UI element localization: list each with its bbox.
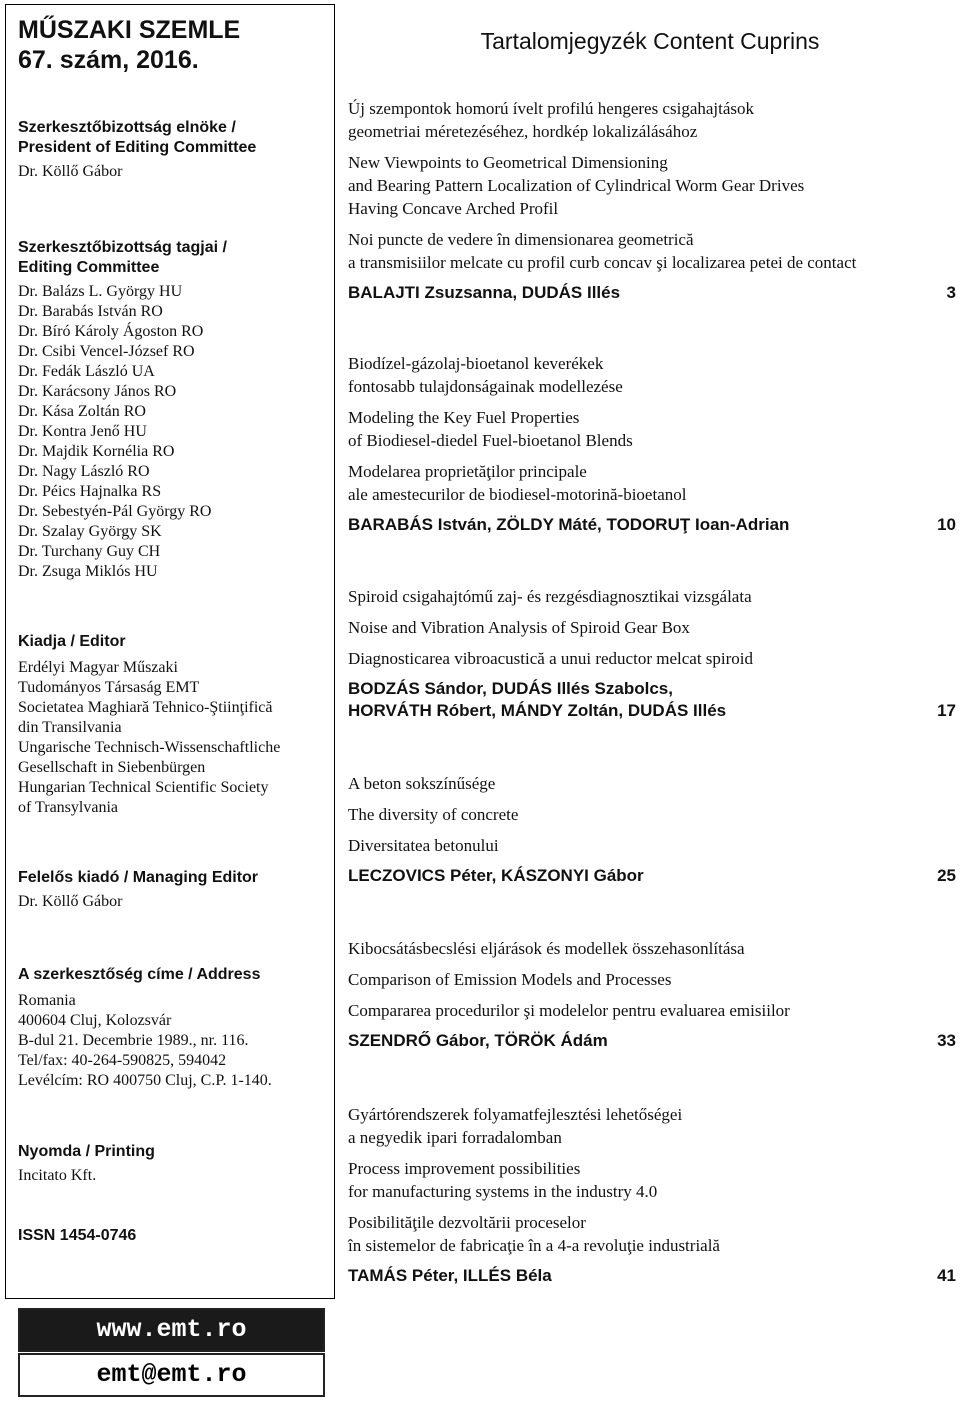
committee-member: Dr. Nagy László RO xyxy=(18,463,150,480)
authors-line: HORVÁTH Róbert, MÁNDY Zoltán, DUDÁS Illés xyxy=(348,701,727,720)
title-ro-line: în sistemelor de fabricaţie în a 4-a revoluţie industrială xyxy=(348,1236,720,1255)
title-ro-line: Posibilităţile dezvoltării proceselor xyxy=(348,1213,586,1232)
printing-name: Incitato Kft. xyxy=(18,1167,97,1184)
journal-name: MŰSZAKI SZEMLE xyxy=(18,16,241,44)
committee-member: Dr. Bíró Károly Ágoston RO xyxy=(18,323,204,340)
title-hu-line: Kibocsátásbecslési eljárások és modellek összehasonlítása xyxy=(348,939,745,958)
publisher-line: Hungarian Technical Scientific Society xyxy=(18,779,269,796)
title-en-line: Comparison of Emission Models and Processes xyxy=(348,970,672,989)
address-section xyxy=(18,965,328,1091)
title-ro-line: a transmisiilor melcate cu profil curb concav şi localizarea petei de contact xyxy=(348,253,857,272)
committee-member: Dr. Péics Hajnalka RS xyxy=(18,483,162,500)
toc-title: Tartalomjegyzék Content Cuprins xyxy=(480,28,820,54)
publisher-line: Erdélyi Magyar Műszaki xyxy=(18,659,178,676)
committee-member: Dr. Zsuga Miklós HU xyxy=(18,563,158,580)
toc-entry[interactable] xyxy=(348,585,956,722)
toc-entry[interactable] xyxy=(348,937,956,1052)
publisher-section xyxy=(18,632,328,818)
publisher-line: Ungarische Technisch-Wissenschaftliche xyxy=(18,739,281,756)
managing-editor-heading: Felelős kiadó / Managing Editor xyxy=(18,869,259,886)
managing-editor-section xyxy=(18,868,328,912)
address-line: 400604 Cluj, Kolozsvár xyxy=(18,1012,172,1029)
page-number: 41 xyxy=(937,1266,956,1285)
toc-entry[interactable] xyxy=(348,772,956,887)
authors: BARABÁS István, ZÖLDY Máté, TODORUŢ Ioan-Adrian xyxy=(348,515,790,534)
address-heading: A szerkesztőség címe / Address xyxy=(18,966,261,983)
title-en-line: Having Concave Arched Profil xyxy=(348,199,559,218)
title-hu-line: geometriai méretezéséhez, hordkép lokalizálásához xyxy=(348,122,698,141)
title-ro-line: Compararea procedurilor şi modelelor pentru evaluarea emisiilor xyxy=(348,1001,790,1020)
authors-line: BODZÁS Sándor, DUDÁS Illés Szabolcs, xyxy=(348,679,673,698)
publisher-line: Tudományos Társaság EMT xyxy=(18,679,200,696)
authors-row xyxy=(348,678,956,722)
title-en-line: Process improvement possibilities xyxy=(348,1159,581,1178)
committee-member: Dr. Sebestyén-Pál György RO xyxy=(18,503,212,520)
title-ro-line: Noi puncte de vedere în dimensionarea geometrică xyxy=(348,230,694,249)
title-hu-line: Új szempontok homorú ívelt profilú hengeres csigahajtások xyxy=(348,99,755,118)
title-en-line: Modeling the Key Fuel Properties xyxy=(348,408,580,427)
address-line: Levélcím: RO 400750 Cluj, C.P. 1-140. xyxy=(18,1072,272,1089)
authors: LECZOVICS Péter, KÁSZONYI Gábor xyxy=(348,866,644,885)
title-hu-line: Gyártórendszerek folyamatfejlesztési lehetőségei xyxy=(348,1105,683,1124)
title-en-line: The diversity of concrete xyxy=(348,805,519,824)
authors-row xyxy=(348,1030,956,1052)
title-en-line: for manufacturing systems in the industry 4.0 xyxy=(348,1182,658,1201)
committee-member: Dr. Barabás István RO xyxy=(18,303,163,320)
publisher-line: of Transylvania xyxy=(18,799,118,816)
title-en-line: and Bearing Pattern Localization of Cylindrical Worm Gear Drives xyxy=(348,176,805,195)
committee-member: Dr. Karácsony János RO xyxy=(18,383,177,400)
toc-entry[interactable] xyxy=(348,352,956,536)
website-link[interactable]: www.emt.ro xyxy=(18,1308,325,1352)
committee-member: Dr. Kontra Jenő HU xyxy=(18,423,147,440)
journal-header xyxy=(18,15,328,75)
authors-row xyxy=(348,1265,956,1287)
publisher-heading: Kiadja / Editor xyxy=(18,633,126,650)
committee-heading-line-1: Szerkesztőbizottság tagjai / xyxy=(18,239,227,256)
title-hu-line: a negyedik ipari forradalomban xyxy=(348,1128,562,1147)
issn-section xyxy=(18,1226,328,1246)
authors-row xyxy=(348,282,956,304)
authors xyxy=(348,678,726,722)
toc-entry[interactable] xyxy=(348,97,956,304)
committee-member: Dr. Majdik Kornélia RO xyxy=(18,443,175,460)
committee-member: Dr. Csibi Vencel-József RO xyxy=(18,343,195,360)
title-ro-line: Diversitatea betonului xyxy=(348,836,499,855)
president-section xyxy=(18,118,328,182)
email-link[interactable]: emt@emt.ro xyxy=(18,1353,325,1397)
publisher-line: Societatea Maghiară Tehnico-Ştiinţifică xyxy=(18,699,273,716)
title-hu-line: Spiroid csigahajtómű zaj- és rezgésdiagnosztikai vizsgálata xyxy=(348,587,752,606)
authors-row xyxy=(348,514,956,536)
president-name: Dr. Köllő Gábor xyxy=(18,163,123,180)
printing-heading: Nyomda / Printing xyxy=(18,1143,155,1160)
page-number: 25 xyxy=(937,866,956,885)
title-hu-line: A beton sokszínűsége xyxy=(348,774,496,793)
title-hu-line: fontosabb tulajdonságainak modellezése xyxy=(348,377,623,396)
committee-member: Dr. Szalay György SK xyxy=(18,523,162,540)
toc-entry[interactable] xyxy=(348,1103,956,1287)
publisher-line: din Transilvania xyxy=(18,719,122,736)
address-line: Tel/fax: 40-264-590825, 594042 xyxy=(18,1052,227,1069)
authors: SZENDRŐ Gábor, TÖRÖK Ádám xyxy=(348,1031,608,1050)
address-line: B-dul 21. Decembrie 1989., nr. 116. xyxy=(18,1032,249,1049)
authors-row xyxy=(348,865,956,887)
page-number: 10 xyxy=(937,515,956,534)
address-line: Romania xyxy=(18,992,76,1009)
title-ro-line: Modelarea proprietăţilor principale xyxy=(348,462,587,481)
issn-number: ISSN 1454-0746 xyxy=(18,1227,137,1244)
publisher-line: Gesellschaft in Siebenbürgen xyxy=(18,759,206,776)
printing-section xyxy=(18,1142,328,1186)
committee-section xyxy=(18,238,328,582)
masthead-sidebar xyxy=(5,4,335,1299)
page-number: 33 xyxy=(937,1031,956,1050)
authors: TAMÁS Péter, ILLÉS Béla xyxy=(348,1266,552,1285)
committee-heading-line-2: Editing Committee xyxy=(18,259,160,276)
president-heading-line-2: President of Editing Committee xyxy=(18,139,257,156)
committee-member: Dr. Turchany Guy CH xyxy=(18,543,161,560)
page-number: 17 xyxy=(937,701,956,720)
authors: BALAJTI Zsuzsanna, DUDÁS Illés xyxy=(348,283,621,302)
committee-member: Dr. Fedák László UA xyxy=(18,363,155,380)
page-number: 3 xyxy=(946,283,956,302)
journal-issue: 67. szám, 2016. xyxy=(18,46,199,74)
managing-editor-name: Dr. Köllő Gábor xyxy=(18,893,123,910)
title-en-line: of Biodiesel-diedel Fuel-bioetanol Blends xyxy=(348,431,633,450)
title-ro-line: Diagnosticarea vibroacustică a unui reductor melcat spiroid xyxy=(348,649,754,668)
title-hu-line: Biodízel-gázolaj-bioetanol keverékek xyxy=(348,354,604,373)
title-en-line: Noise and Vibration Analysis of Spiroid Gear Box xyxy=(348,618,690,637)
committee-member: Dr. Balázs L. György HU xyxy=(18,283,183,300)
committee-member: Dr. Kása Zoltán RO xyxy=(18,403,146,420)
president-heading-line-1: Szerkesztőbizottság elnöke / xyxy=(18,119,236,136)
title-en-line: New Viewpoints to Geometrical Dimensioning xyxy=(348,153,668,172)
title-ro-line: ale amestecurilor de biodiesel-motorină-bioetanol xyxy=(348,485,687,504)
